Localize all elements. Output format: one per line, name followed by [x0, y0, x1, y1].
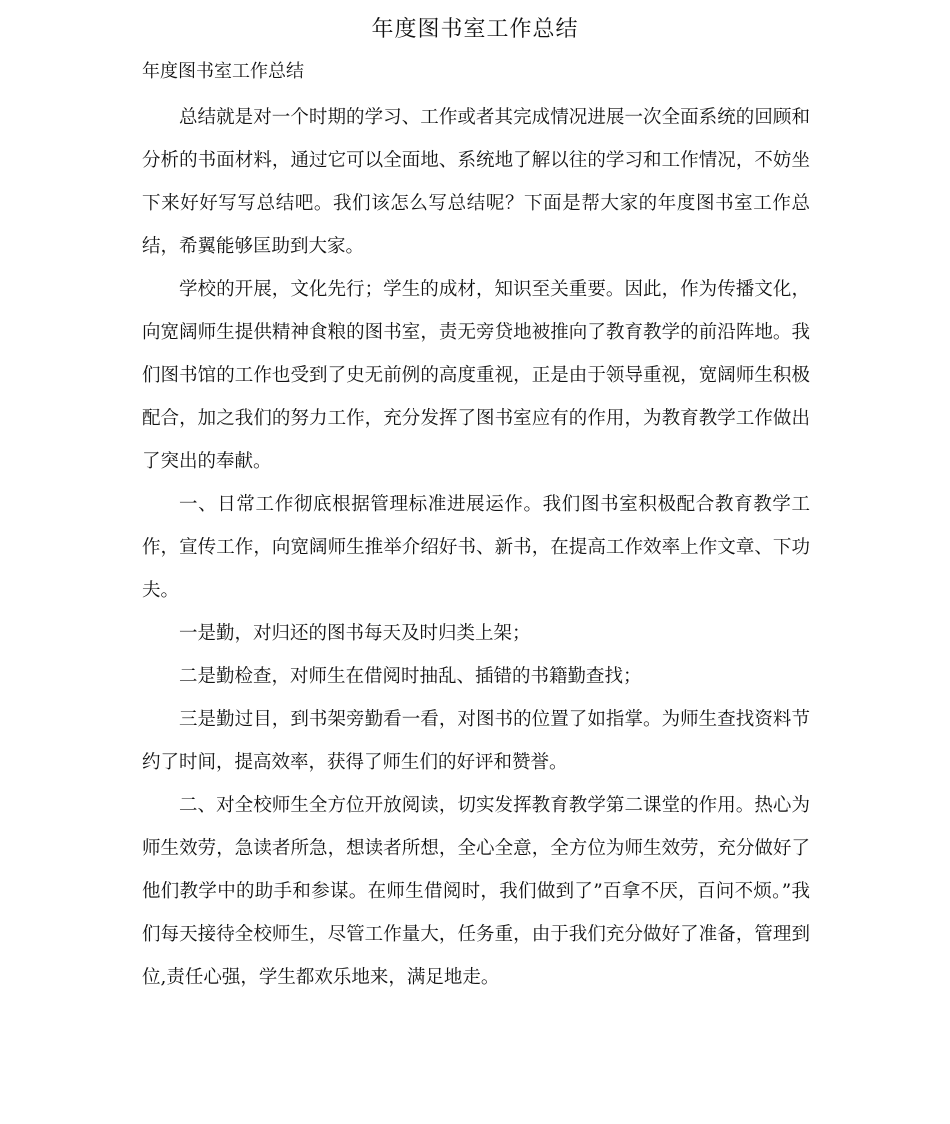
- paragraph-point-3: 三是勤过目，到书架旁勤看一看，对图书的位置了如指掌。为师生查找资料节约了时间，提高效率，获得了师生们的好评和赞誉。: [142, 709, 810, 773]
- document-subtitle: 年度图书室工作总结: [142, 61, 304, 82]
- paragraph-section-2: 二、对全校师生全方位开放阅读，切实发挥教育教学第二课堂的作用。热心为师生效劳，急读者所急，想读者所想，全心全意，全方位为师生效劳，充分做好了他们教学中的助手和参谋。在师生借阅时，我们做到了”百拿不厌，百问不烦。”我们每天接待全校师生，尽管工作量大，任务重，由于我们充分做好了准备，管理到位,责任心强，学生都欢乐地来，满足地走。: [142, 795, 810, 988]
- paragraph-background: 学校的开展，文化先行；学生的成材，知识至关重要。因此，作为传播文化，向宽阔师生提供精神食粮的图书室，责无旁贷地被推向了教育教学的前沿阵地。我们图书馆的工作也受到了史无前例的高度重视，正是由于领导重视，宽阔师生积极配合，加之我们的努力工作，充分发挥了图书室应有的作用，为教育教学工作做出了突出的奉献。: [142, 279, 810, 472]
- paragraph-intro: 总结就是对一个时期的学习、工作或者其完成情况进展一次全面系统的回顾和分析的书面材料，通过它可以全面地、系统地了解以往的学习和工作情况，不妨坐下来好好写写总结吧。我们该怎么写总结呢？下面是帮大家的年度图书室工作总结，希翼能够匡助到大家。: [142, 107, 810, 257]
- document-title: 年度图书室工作总结: [371, 17, 579, 42]
- paragraph-section-1: 一、日常工作彻底根据管理标准进展运作。我们图书室积极配合教育教学工作，宣传工作，向宽阔师生推举介绍好书、新书，在提高工作效率上作文章、下功夫。: [142, 494, 810, 601]
- paragraph-point-2: 二是勤检查，对师生在借阅时抽乱、插错的书籍勤查找；: [179, 666, 642, 687]
- document-body: [142, 96, 810, 999]
- paragraph-point-1: 一是勤，对归还的图书每天及时归类上架；: [179, 623, 531, 644]
